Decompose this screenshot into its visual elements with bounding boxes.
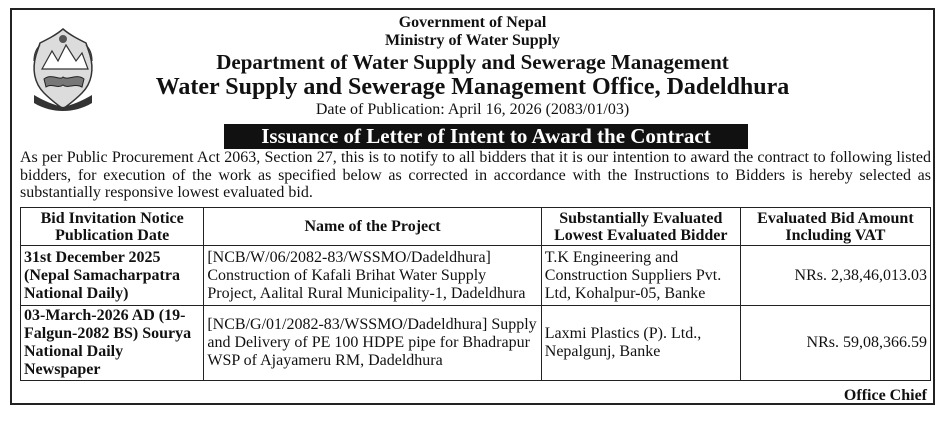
intro-paragraph: As per Public Procurement Act 2063, Section 27, this is to notify to all bidders that it is our intention to award the contract to following listed bidders, for execution of the work as specified below as corrected in accordance with the Instructions to Bidders is hereby selected as substantially responsive lowest evaluated bid. [20, 149, 931, 201]
ministry-line: Ministry of Water Supply [385, 32, 560, 49]
notice-frame [10, 8, 935, 405]
government-line: Government of Nepal [398, 14, 547, 31]
notice-header [12, 13, 933, 119]
table-row [21, 246, 931, 306]
award-table [20, 207, 931, 381]
table-header-row [21, 208, 931, 246]
col-header-project: Name of the Project [204, 208, 541, 246]
cell-date: 31st December 2025 (Nepal Samacharpatra National Daily) [21, 246, 204, 306]
cell-amount: NRs. 59,08,366.59 [740, 306, 930, 381]
cell-bidder: Laxmi Plastics (P). Ltd., Nepalgunj, Banke [541, 306, 740, 381]
cell-amount: NRs. 2,38,46,013.03 [740, 246, 930, 306]
cell-date: 03-March-2026 AD (19-Falgun-2082 BS) Sourya National Daily Newspaper [21, 306, 204, 381]
publication-date: Date of Publication: April 16, 2026 (2083/01/03) [315, 101, 630, 118]
cell-bidder: T.K Engineering and Construction Suppliers Pvt. Ltd, Kohalpur-05, Banke [541, 246, 740, 306]
table-row [21, 306, 931, 381]
col-header-bidder: Substantially Evaluated Lowest Evaluated Bidder [541, 208, 740, 246]
col-header-date: Bid Invitation Notice Publication Date [21, 208, 204, 246]
office-line: Water Supply and Sewerage Management Office, Dadeldhura [155, 74, 790, 100]
signature-office-chief: Office Chief [843, 387, 927, 404]
col-header-amount: Evaluated Bid Amount Including VAT [740, 208, 930, 246]
cell-project: [NCB/G/01/2082-83/WSSMO/Dadeldhura] Supply and Delivery of PE 100 HDPE pipe for Bhadrapur WSP of Ajayameru RM, Dadeldhura [204, 306, 541, 381]
department-line: Department of Water Supply and Sewerage Management [216, 50, 729, 74]
cell-project: [NCB/W/06/2082-83/WSSMO/Dadeldhura] Construction of Kafali Brihat Water Supply Project, Aalital Rural Municipality-1, Dadeldhura [204, 246, 541, 306]
notice-title: Issuance of Letter of Intent to Award the Contract [224, 124, 748, 149]
